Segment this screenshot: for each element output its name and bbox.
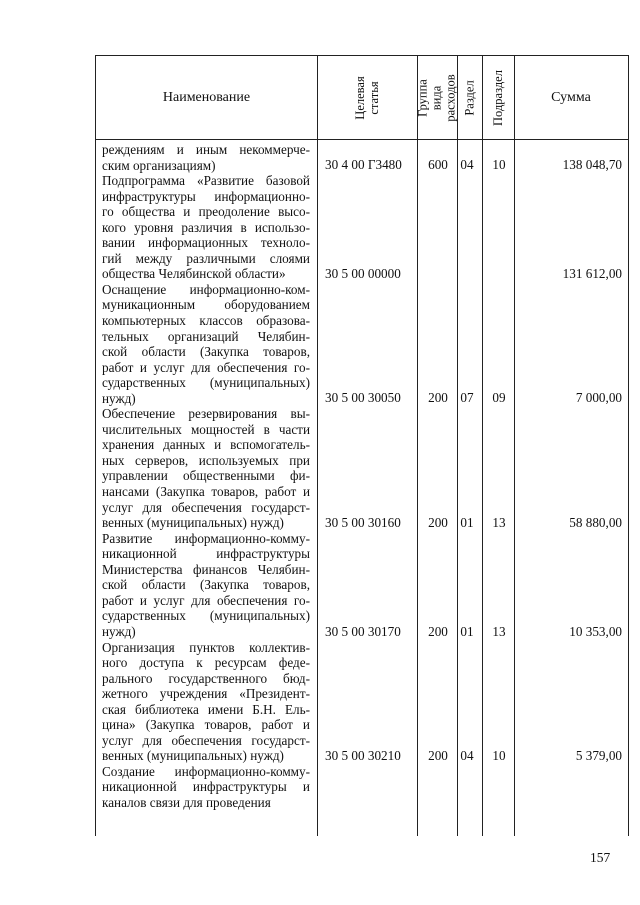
table-row-values — [96, 266, 628, 282]
section-cell: 01 — [460, 623, 474, 639]
row-name-line: сударственных (муниципальных) — [102, 608, 310, 624]
table-header — [96, 56, 628, 140]
row-name-line: Подпрограмма «Развитие базовой — [102, 173, 310, 189]
row-name-line: рального государственного бюд- — [102, 670, 310, 686]
row-name-line: никационной инфраструктуры — [102, 546, 310, 562]
sum-cell: 7 000,00 — [575, 390, 622, 406]
row-name-line: работ и услуг для обеспечения го- — [102, 592, 310, 608]
target-article-cell: 30 5 00 00000 — [325, 265, 401, 281]
target-article-cell: 30 5 00 30210 — [325, 747, 401, 763]
table-row-values — [96, 624, 628, 640]
expense-group-cell: 200 — [428, 390, 448, 406]
expense-group-cell: 200 — [428, 747, 448, 763]
row-name-line: венных (муниципальных) нужд) — [102, 515, 284, 531]
sum-cell: 58 880,00 — [569, 514, 622, 530]
subsection-cell: 09 — [492, 390, 506, 406]
row-name-line: Министерства финансов Челябин- — [102, 561, 310, 577]
row-name-line: вании информационных техноло- — [102, 235, 310, 251]
row-name-line: цина» (Закупка товаров, работ и — [102, 717, 310, 733]
row-name-line: ской области (Закупка товаров, — [102, 344, 310, 360]
sum-cell: 131 612,00 — [562, 265, 622, 281]
row-name-line: нансами (Закупка товаров, работ и — [102, 484, 310, 500]
row-name-line: кого уровня различия в использо- — [102, 219, 310, 235]
subsection-cell: 13 — [492, 623, 506, 639]
name-column — [102, 142, 310, 811]
row-name-line: венных (муниципальных) нужд) — [102, 748, 284, 764]
row-name-line: инфраструктуры информационно- — [102, 188, 310, 204]
sum-cell: 10 353,00 — [569, 623, 622, 639]
row-name-line: муникационным оборудованием — [102, 297, 310, 313]
subsection-cell: 10 — [492, 157, 506, 173]
row-name-line: управлении общественными фи- — [102, 468, 310, 484]
row-name-line: нужд) — [102, 390, 136, 406]
row-name-line: ской области (Закупка товаров, — [102, 577, 310, 593]
row-name-line: услуг для обеспечения государст- — [102, 732, 310, 748]
row-name-line: ного доступа к ресурсам феде- — [102, 655, 310, 671]
row-name-line: го общества и преодоление высо- — [102, 204, 310, 220]
expense-group-cell: 600 — [428, 157, 448, 173]
row-name-line: компьютерных классов образова- — [102, 313, 310, 329]
row-name-line: Организация пунктов коллектив- — [102, 639, 310, 655]
row-name-line: Оснащение информационно-ком- — [102, 281, 310, 297]
row-name-line: нужд) — [102, 623, 136, 639]
header-sum: Сумма — [551, 89, 591, 105]
header-target-article: Целевая статья — [353, 75, 381, 120]
row-name-line: числительных мощностей в части — [102, 421, 310, 437]
row-name-line: реждениям и иным некоммерче- — [102, 142, 310, 157]
row-name-line: тельных организаций Челябин- — [102, 328, 310, 344]
header-subsection: Подраздел — [491, 69, 505, 126]
target-article-cell: 30 5 00 30050 — [325, 390, 401, 406]
target-article-cell: 30 4 00 Г3480 — [325, 157, 402, 173]
section-cell: 07 — [460, 390, 474, 406]
header-expense-group: Группа вида расходов — [416, 73, 459, 122]
row-name-line: гий между различными слоями — [102, 250, 310, 266]
row-name-line: услуг для обеспечения государст- — [102, 499, 310, 515]
subsection-cell: 10 — [492, 747, 506, 763]
target-article-cell: 30 5 00 30170 — [325, 623, 401, 639]
sum-cell: 5 379,00 — [575, 747, 622, 763]
subsection-cell: 13 — [492, 514, 506, 530]
expense-group-cell: 200 — [428, 514, 448, 530]
row-name-line: каналов связи для проведения — [102, 794, 271, 810]
target-article-cell: 30 5 00 30160 — [325, 514, 401, 530]
row-name-line: сударственных (муниципальных) — [102, 375, 310, 391]
table-row-values — [96, 515, 628, 531]
section-cell: 04 — [460, 157, 474, 173]
section-cell: 04 — [460, 747, 474, 763]
table-row-values — [96, 390, 628, 406]
row-name-line: ская библиотека имени Б.Н. Ель- — [102, 701, 310, 717]
row-name-line: хранения данных и вспомогатель- — [102, 437, 310, 453]
table-row-values — [96, 157, 628, 173]
row-name-line: ных серверов, используемых при — [102, 452, 310, 468]
page-number: 157 — [590, 850, 611, 865]
section-cell: 01 — [460, 514, 474, 530]
row-name-line: Создание информационно-комму- — [102, 763, 310, 779]
sum-cell: 138 048,70 — [562, 157, 622, 173]
table-row-values — [96, 748, 628, 764]
row-name-line: работ и услуг для обеспечения го- — [102, 359, 310, 375]
row-name-line: никационной инфраструктуры и — [102, 779, 310, 795]
row-name-line: общества Челябинской области» — [102, 266, 286, 282]
row-name-line: Обеспечение резервирования вы- — [102, 406, 310, 422]
header-section: Раздел — [462, 79, 477, 116]
row-name-line: ским организациям) — [102, 157, 216, 173]
row-name-line: жетного учреждения «Президент- — [102, 686, 310, 702]
header-name: Наименование — [162, 89, 251, 105]
budget-table — [95, 55, 629, 836]
expense-group-cell: 200 — [428, 623, 448, 639]
row-name-line: Развитие информационно-комму- — [102, 530, 310, 546]
